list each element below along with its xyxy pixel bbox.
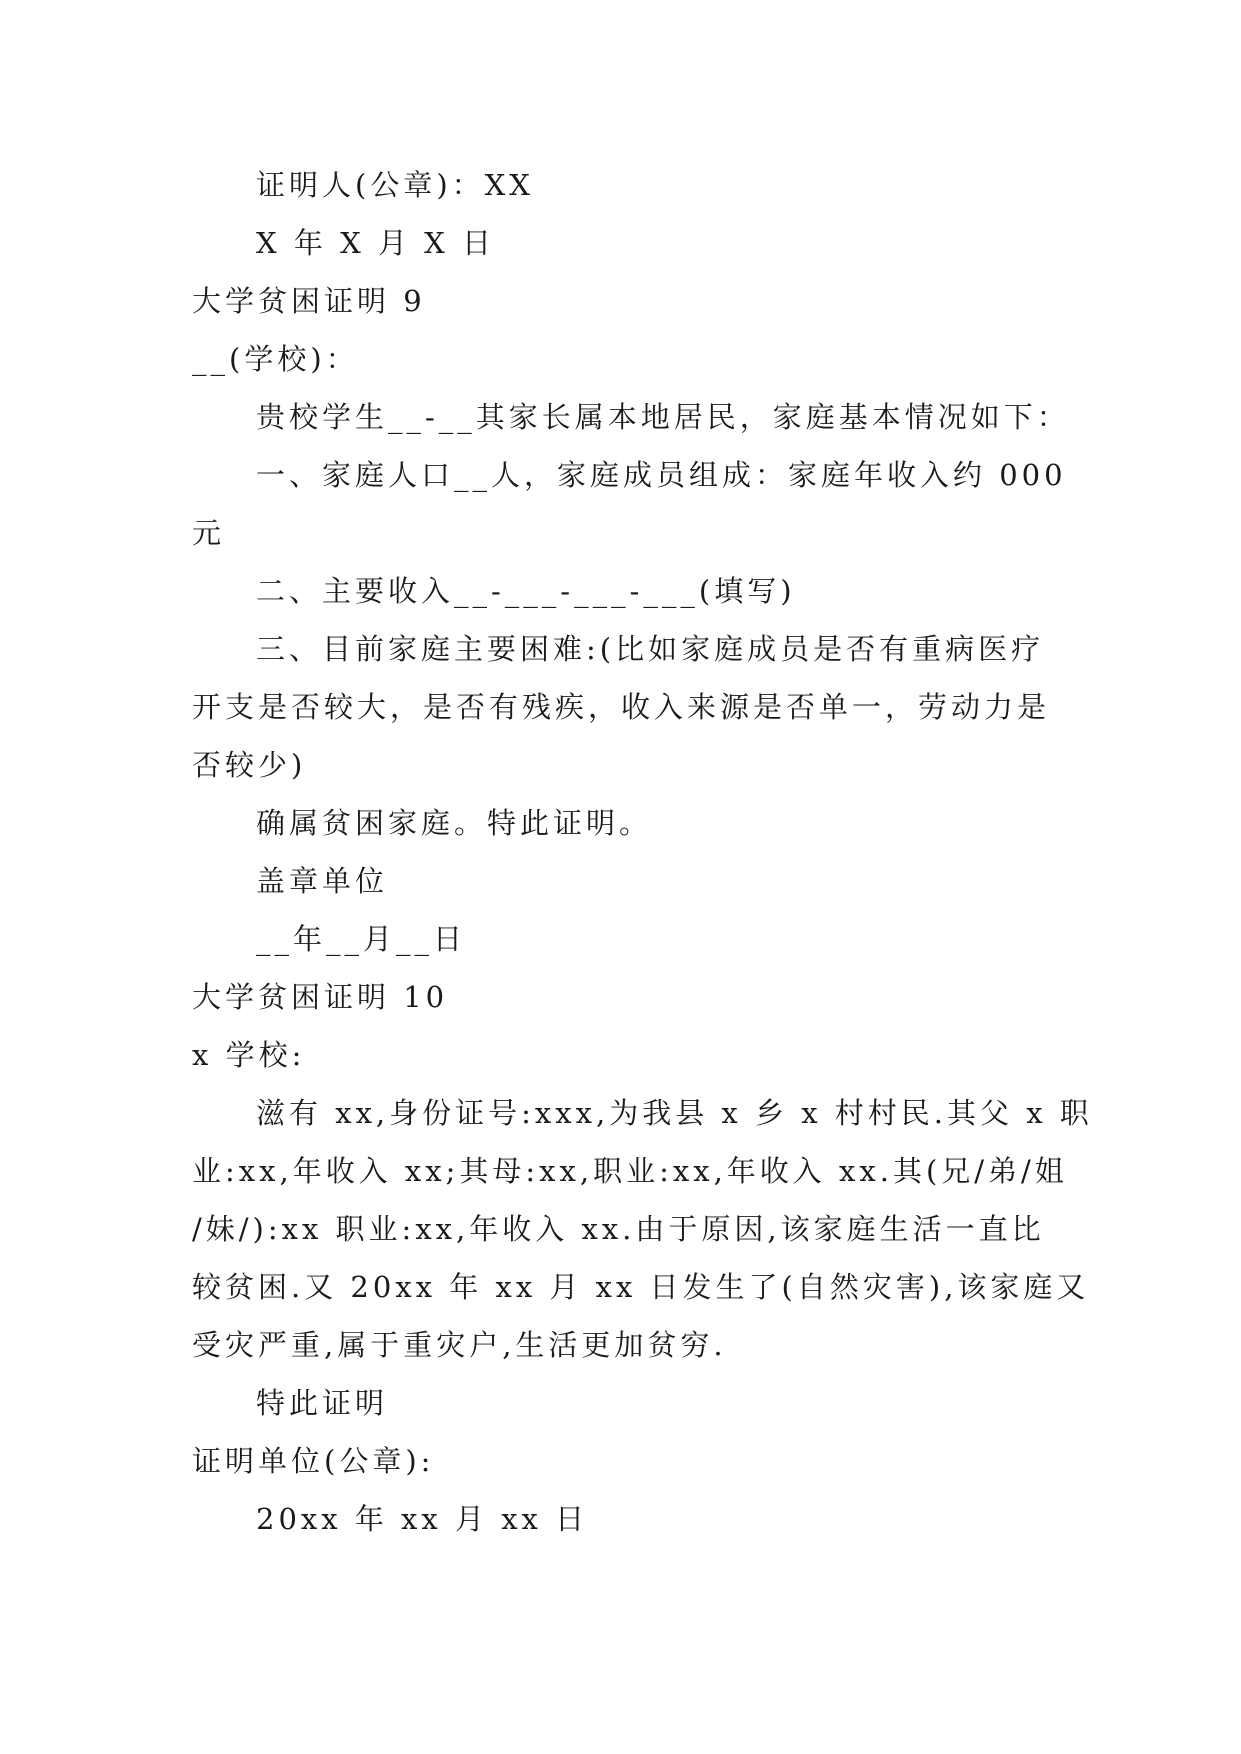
blank-date-line: __年__月__日 — [256, 922, 467, 956]
section-title-9: 大学贫困证明 9 — [192, 284, 426, 318]
paragraph-line: 三、目前家庭主要困难:(比如家庭成员是否有重病医疗 — [256, 632, 1045, 666]
closing-statement: 特此证明 — [256, 1386, 389, 1420]
paragraph-line: 开支是否较大，是否有残疾，收入来源是否单一，劳动力是 — [192, 690, 1051, 724]
certifying-unit-seal-line: 证明单位(公章): — [192, 1444, 435, 1478]
seal-unit-label: 盖章单位 — [256, 864, 389, 898]
date-line: X 年 X 月 X 日 — [256, 226, 496, 260]
paragraph-line: 受灾严重,属于重灾户,生活更加贫穷. — [192, 1328, 727, 1362]
section-title-10: 大学贫困证明 10 — [192, 980, 449, 1014]
paragraph-line: 否较少) — [192, 748, 307, 782]
certifier-seal-line: 证明人(公章)：XX — [256, 168, 534, 202]
paragraph-line: 贵校学生__-__其家长属本地居民，家庭基本情况如下： — [256, 400, 1070, 434]
paragraph-line: 较贫困.又 20xx 年 xx 月 xx 日发生了(自然灾害),该家庭又 — [192, 1270, 1090, 1304]
paragraph-line: 滋有 xx,身份证号:xxx,为我县 x 乡 x 村村民.其父 x 职 — [256, 1096, 1093, 1130]
paragraph-line: 元 — [192, 516, 226, 550]
school-salutation: __(学校)： — [192, 342, 359, 376]
paragraph-line: /妹/):xx 职业:xx,年收入 xx.由于原因,该家庭生活一直比 — [192, 1212, 1045, 1246]
school-salutation: x 学校: — [192, 1038, 306, 1072]
paragraph-line: 确属贫困家庭。特此证明。 — [256, 806, 653, 840]
paragraph-line: 业:xx,年收入 xx;其母:xx,职业:xx,年收入 xx.其(兄/弟/姐 — [192, 1154, 1068, 1188]
paragraph-line: 二、主要收入__-___-___-___(填写) — [256, 574, 796, 608]
date-line: 20xx 年 xx 月 xx 日 — [256, 1502, 589, 1536]
paragraph-line: 一、家庭人口__人，家庭成员组成：家庭年收入约 000 — [256, 458, 1067, 492]
